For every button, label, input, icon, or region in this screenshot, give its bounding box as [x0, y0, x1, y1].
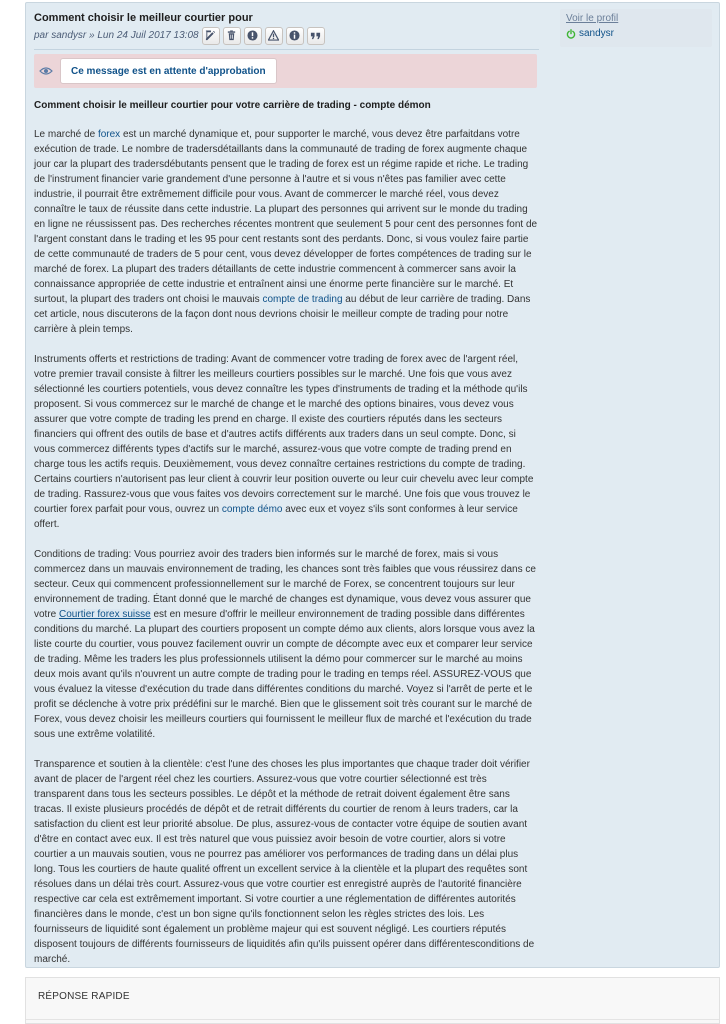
edit-icon: [205, 30, 216, 41]
approval-button[interactable]: Ce message est en attente d'approbation: [60, 58, 277, 84]
trading-account-link[interactable]: compte de trading: [262, 294, 343, 305]
post-content: [34, 99, 539, 982]
swiss-broker-link[interactable]: Courtier forex suisse: [59, 609, 151, 620]
view-profile-link[interactable]: Voir le profil: [566, 13, 619, 24]
details-button[interactable]: [286, 27, 304, 45]
paragraph-2: [34, 352, 539, 532]
demo-account-link[interactable]: compte démo: [221, 504, 283, 515]
p1-text-a: Le marché de: [34, 129, 98, 140]
info-button[interactable]: [244, 27, 262, 45]
author-name[interactable]: sandysr: [51, 30, 87, 41]
details-icon: [289, 30, 300, 41]
forex-link[interactable]: forex: [97, 129, 121, 140]
author-profile: [560, 9, 712, 47]
p3-text-a: Conditions de trading: Vous pourriez avoir des traders bien informés sur le marché de forex, mais si vous commercez dans un mauvais environnement de trading, les chances sont très faibles que vous réussirez dans ce secteur. Ceux qui commencent professionnellement sur le marché de Forex, se concentrent toujours sur leur environnement de trading. Étant donné que le marché de changes est dynamique, vous devez vous assurer que votre: [34, 549, 536, 620]
post-container: [25, 2, 720, 968]
delete-icon: [226, 30, 237, 41]
quote-icon: [310, 30, 321, 41]
post-title[interactable]: Comment choisir le meilleur courtier pour: [34, 12, 253, 24]
paragraph-3: [34, 547, 539, 742]
delete-button[interactable]: [223, 27, 241, 45]
eye-icon: [39, 64, 53, 78]
quote-button[interactable]: [307, 27, 325, 45]
online-status-icon: [566, 29, 576, 39]
profile-username[interactable]: sandysr: [579, 28, 615, 39]
warning-icon: [268, 30, 279, 41]
quick-reply-divider: [26, 1019, 719, 1020]
p1-text-b: est un marché dynamique et, pour supporter le marché, vous devez être parfaitdans votre exécution de trade. Le nombre de tradersdétaillants dans la communauté de trading de forex augmente chaque jour car la plupart des tradersdébutants pensent que le trading de forex est un régime rapide et riche. Le trading de l'instrument financier varie grandement d'une personne à l'autre et si vous n'êtes pas familier avec cette industrie, il pourrait être extrêmement difficile pour vous. Avant de commercer le marché réel, vous devez connaître le taux de réussite dans cette industrie. La plupart des personnes qui arrivent sur le monde du trading en ligne ne réussissent pas. Des recherches récentes montrent que seulement 5 pour cent des personnes font de l'argent constant dans le trading et les 95 pour cent restants sont des perdants. Donc, si vous voulez faire partie de cette communauté de traders de 5 pour cent, vous devez développer de fortes compétences de trading sur le marché de forex. La plupart des traders détaillants de cette industrie commencent à commercer sans avoir la connaissance appropriée de cette industrie et entraînent ainsi une énorme perte financière sur le marché. Et surtout, la plupart des traders ont choisi le mauvais: [34, 129, 538, 305]
approval-notice: [34, 54, 537, 88]
p2-text-a: Instruments offerts et restrictions de trading: Avant de commencer votre trading de forex avec de l'argent réel, votre premier travail consiste à filtrer les meilleurs courtiers possibles sur le marché. Une fois que vous avez sélectionné les courtiers potentiels, vous devez connaître les types d'instruments de trading et la méthode qu'ils proposent. Si vous commercez sur le marché de change et le marché des options binaires, vous devez vous assurer que votre compte de trading les prend en charge. Il existe des courtiers réputés dans les secteurs financiers qui offrent des outils de base et d'autres actifs différents aux traders dans un seul compte. Donc, si vous commercez différents types d'actifs sur le marché, assurez-vous que votre compte de trading prend en charge tous les actifs requis. Deuxièmement, vous devez connaître certaines restrictions du compte de trading. Certains courtiers n'autorisent pas leur client à couvrir leur position ouverte ou leur cuir chevelu avec leur compte de trading. Rassurez-vous que vous faites vos devoirs correctement sur le marché. Une fois que vous trouvez le courtier forex parfait pour vous, ouvrez un: [34, 354, 534, 515]
p3-text-b: est en mesure d'offrir le meilleur environnement de trading possible dans différentes conditions du marché. La plupart des courtiers proposent un compte démo aux clients, alors lorsque vous avez la liste courte du courtier, vous pouvez facilement ouvrir un compte de décompte avec eux et comparer leur service de trading. Même les traders les plus professionnels utilisent la démo pour commercer sur le marché au moins deux mois avant qu'ils n'ouvrent un autre compte de trading pour le trading en temps réel. ASSUREZ-VOUS que vous évaluez la vitesse d'exécution du trade dans différentes conditions du marché. Voyez si l'arrêt de perte et le profit se déclenche à votre prix prédéfini sur le marché. Bien que le glissement soit très courant sur le marché de Forex, vous devez choisir les meilleurs courtiers qui fournissent le meilleur flux de marché et l'exécution du trade sous une extrême volatilité.: [34, 609, 535, 740]
content-heading: Comment choisir le meilleur courtier pour votre carrière de trading - compte démon: [34, 100, 431, 111]
post-author-row: [34, 26, 539, 45]
post-actions: [202, 27, 325, 45]
report-button[interactable]: [265, 27, 283, 45]
quick-reply-title: RÉPONSE RAPIDE: [38, 991, 130, 1002]
quick-reply-panel: [25, 977, 720, 1024]
p1-text-c: au début de leur carrière de trading. Dans cet article, nous discuterons de la façon dont nous devrions choisir le meilleur compte de trading pour notre carrière à plein temps.: [34, 294, 531, 335]
p2-text-b: avec eux et voyez s'ils sont conformes à leur service offert.: [34, 504, 518, 530]
post-body: [34, 11, 539, 45]
profile-user: [566, 28, 706, 39]
post-separator: [34, 49, 539, 50]
author-prefix: par: [34, 30, 52, 41]
post-author: [34, 30, 199, 41]
paragraph-1: [34, 127, 539, 337]
post-date: » Lun 24 Juil 2017 13:08: [86, 30, 199, 41]
edit-button[interactable]: [202, 27, 220, 45]
info-icon: [247, 30, 258, 41]
paragraph-4: Transparence et soutien à la clientèle: c'est l'une des choses les plus importantes que chaque trader doit vérifier avant de placer de l'argent réel chez les courtiers. Assurez-vous que votre courtier sélectionné est très transparent dans tous les secteurs possibles. Le dépôt et la méthode de retrait doivent également être sans tracas. Il existe plusieurs procédés de dépôt et de retrait différents du courtier de renom à leurs traders, car la satisfaction du client est leur priorité absolue. De plus, assurez-vous de contacter votre équipe de soutien avant d'être en contact avec eux. Il est très naturel que vous puissiez avoir besoin de votre courtier, alors si votre courtier a un mauvais soutien, vous ne pourrez pas améliorer vos performances de trading dans un délai plus long. Tous les courtiers de haute qualité offrent un excellent service à la clientèle et la plupart des requêtes sont résolues dans un délai très court. Assurez-vous que votre courtier est enregistré auprès de l'autorité financière respective car cela est extrêmement important. Si votre courtier a une réglementation de différentes autorités financières dans le monde, c'est un bon signe qu'ils fonctionnent selon les règles strictes des lois. Les fournisseurs de liquidité sont également un problème majeur qui est souvent négligé. Les courtiers réputés disposent toujours de différents fournisseurs de liquidités afin qu'ils puissent opérer dans différentesconditions de marché.: [34, 759, 535, 965]
